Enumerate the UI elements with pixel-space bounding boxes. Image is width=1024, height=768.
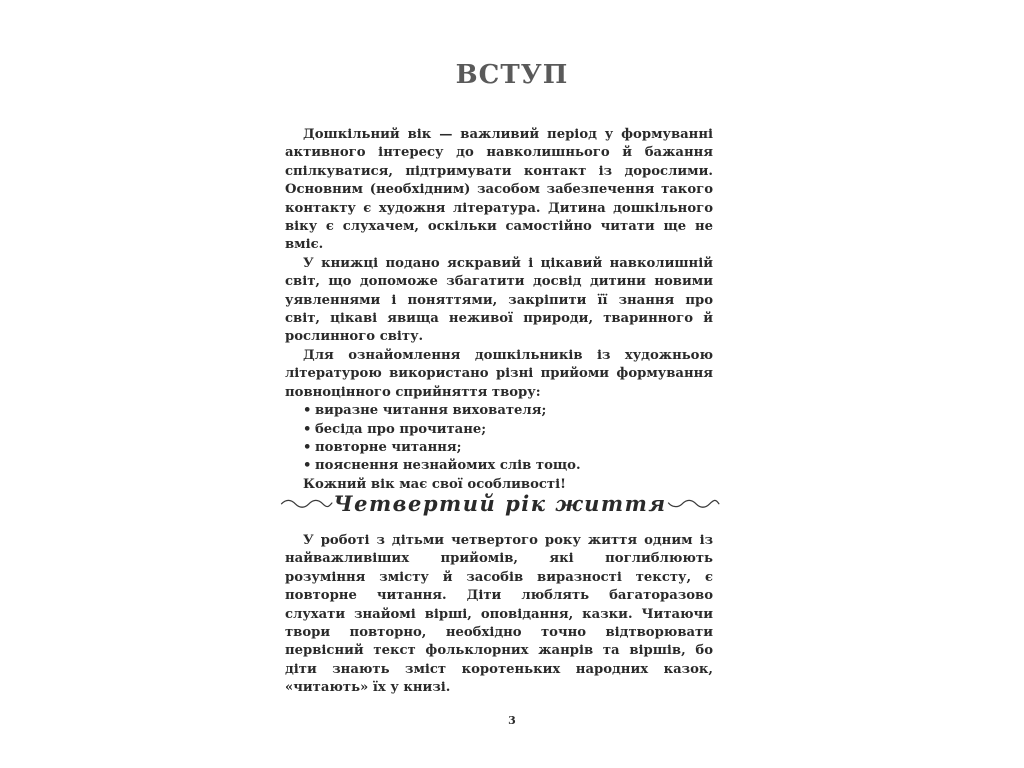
list-item: • повторне читання; [285, 439, 713, 457]
bullet-icon: • [303, 458, 312, 474]
intro-paragraph-3: Для ознайомлення дошкільників із художньою літературою використано різні прийоми формування повноцінного сприйняття твору: [285, 347, 713, 400]
methods-list [285, 402, 713, 476]
intro-text [285, 126, 713, 494]
section-paragraph: У роботі з дітьми четвертого року життя одним із найважливіших прийомів, які поглиблюють розуміння змісту й засобів виразності тексту, є повторне читання. Діти люблять багаторазово слухати знайомі вірші, оповідання, казки. Читаючи твори повторно, необхідно точно відтворювати первісний текст фольклорних жанрів та віршів, бо діти знають зміст коротеньких народних казок, «читають» їх у книзі. [285, 533, 713, 696]
section-heading [280, 488, 720, 518]
bullet-icon: • [303, 439, 312, 455]
page-title: ВСТУП [455, 60, 569, 90]
left-swirl-icon [280, 495, 333, 511]
bullet-icon: • [303, 421, 312, 437]
section-title: Четвертий рік життя [333, 490, 667, 516]
list-item: • виразне читання вихователя; [285, 402, 713, 420]
section-text [285, 532, 713, 698]
page-number: 3 [508, 714, 516, 727]
list-item: • бесіда про прочитане; [285, 421, 713, 439]
intro-paragraph-1: Дошкільний вік — важливий період у формуванні активного інтересу до навколишнього й бажання спілкуватися, підтримувати контакт із дорослими. Основним (необхідним) засобом забезпечення такого контакту є художня література. Дитина дошкільного віку є слухачем, оскільки самостійно читати ще не вміє. [285, 127, 713, 253]
intro-paragraph-2: У книжці подано яскравий і цікавий навколишній світ, що допоможе збагатити досвід дитини новими уявленнями і поняттями, закріпити її знання про світ, цікаві явища неживої природи, тваринного й рослинного світу. [285, 255, 713, 345]
right-swirl-icon [667, 495, 720, 511]
intro-closing: Кожний вік має свої особливості! [303, 476, 566, 492]
list-item: • пояснення незнайомих слів тощо. [285, 457, 713, 475]
bullet-icon: • [303, 403, 312, 419]
